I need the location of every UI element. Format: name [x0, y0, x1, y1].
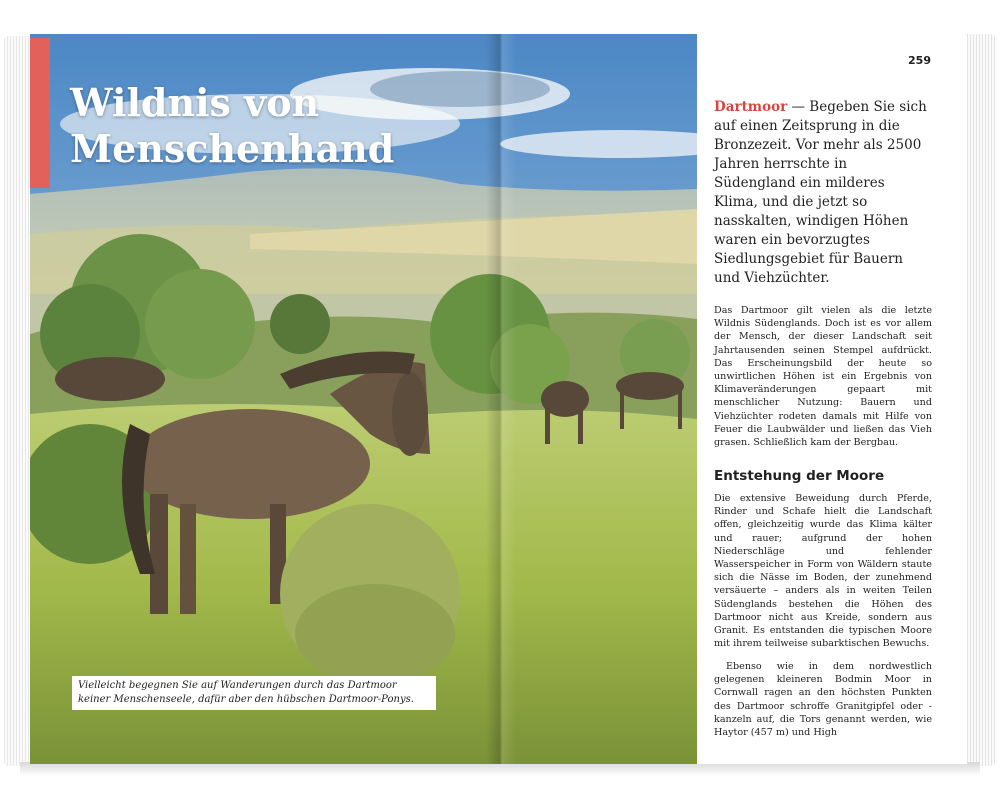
lead-keyword: Dartmoor: [714, 99, 788, 115]
right-page-edges: [965, 34, 995, 766]
body-paragraph-2: Die extensive Beweidung durch Pferde, Rinder und Schafe hielt die Landschaft offen, gleichzeitig wurde das Klima kälter und rauer; aufgrund der hohen Niederschläge und fehlender Wasserspeicher in Form von Wäldern staute sich die Nässe im Boden, der zunehmend versäuerte – anders als in weiten Teilen Südenglands bestehen die Höhen des Dartmoor nicht aus Kreide, sondern aus Granit. Es entstanden die typischen Moore mit ihrem teilweise subarktischen Bewuchs.: [714, 493, 932, 650]
headline-line-1: Wildnis von: [70, 80, 320, 125]
book-shadow: [20, 762, 980, 776]
headline-line-2: Menschenhand: [70, 126, 395, 171]
photo-caption: Vielleicht begegnen Sie auf Wanderungen durch das Dartmoor keiner Menschenseele, dafür aber den hübschen Dartmoor-Ponys.: [72, 676, 436, 710]
lead-text: — Begeben Sie sich auf einen Zeitsprung in die Bronzezeit. Vor mehr als 2500 Jahren herrschte in Südengland ein milderes Klima, und die jetzt so nasskalten, windigen Höhen waren ein bevorzugtes Siedlungsgebiet für Bauern und Viehzüchter.: [714, 99, 927, 286]
headline-accent-bar: [30, 38, 50, 188]
section-heading: Entstehung der Moore: [714, 468, 885, 484]
page-number: 259: [908, 54, 931, 67]
text-page: [697, 34, 967, 764]
book-gutter: [486, 34, 516, 764]
body-paragraph-1: Das Dartmoor gilt vielen als die letzte Wildnis Südenglands. Doch ist es vor allem der Mensch, der dieser Landschaft seit Jahrtausenden seinen Stempel aufdrückt. Das Erscheinungsbild der heute so unwirtlichen Höhen ist ein Ergebnis von Klimaveränderungen gepaart mit menschlicher Nutzung: Bauern und Viehzüchter rodeten damals mit Hilfe von Feuer die Laubwälder und ließen das Vieh grasen. Schließlich kam der Bergbau.: [714, 305, 932, 449]
lead-paragraph: [714, 98, 929, 288]
spread-headline: [70, 80, 490, 172]
body-paragraph-3: Ebenso wie in dem nordwestlich gelegenen kleineren Bodmin Moor in Cornwall ragen an den höchsten Punkten des Dartmoor schroffe Granitgipfel oder -kanzeln auf, die Tors genannt werden, wie Haytor (457 m) und High: [714, 661, 932, 739]
